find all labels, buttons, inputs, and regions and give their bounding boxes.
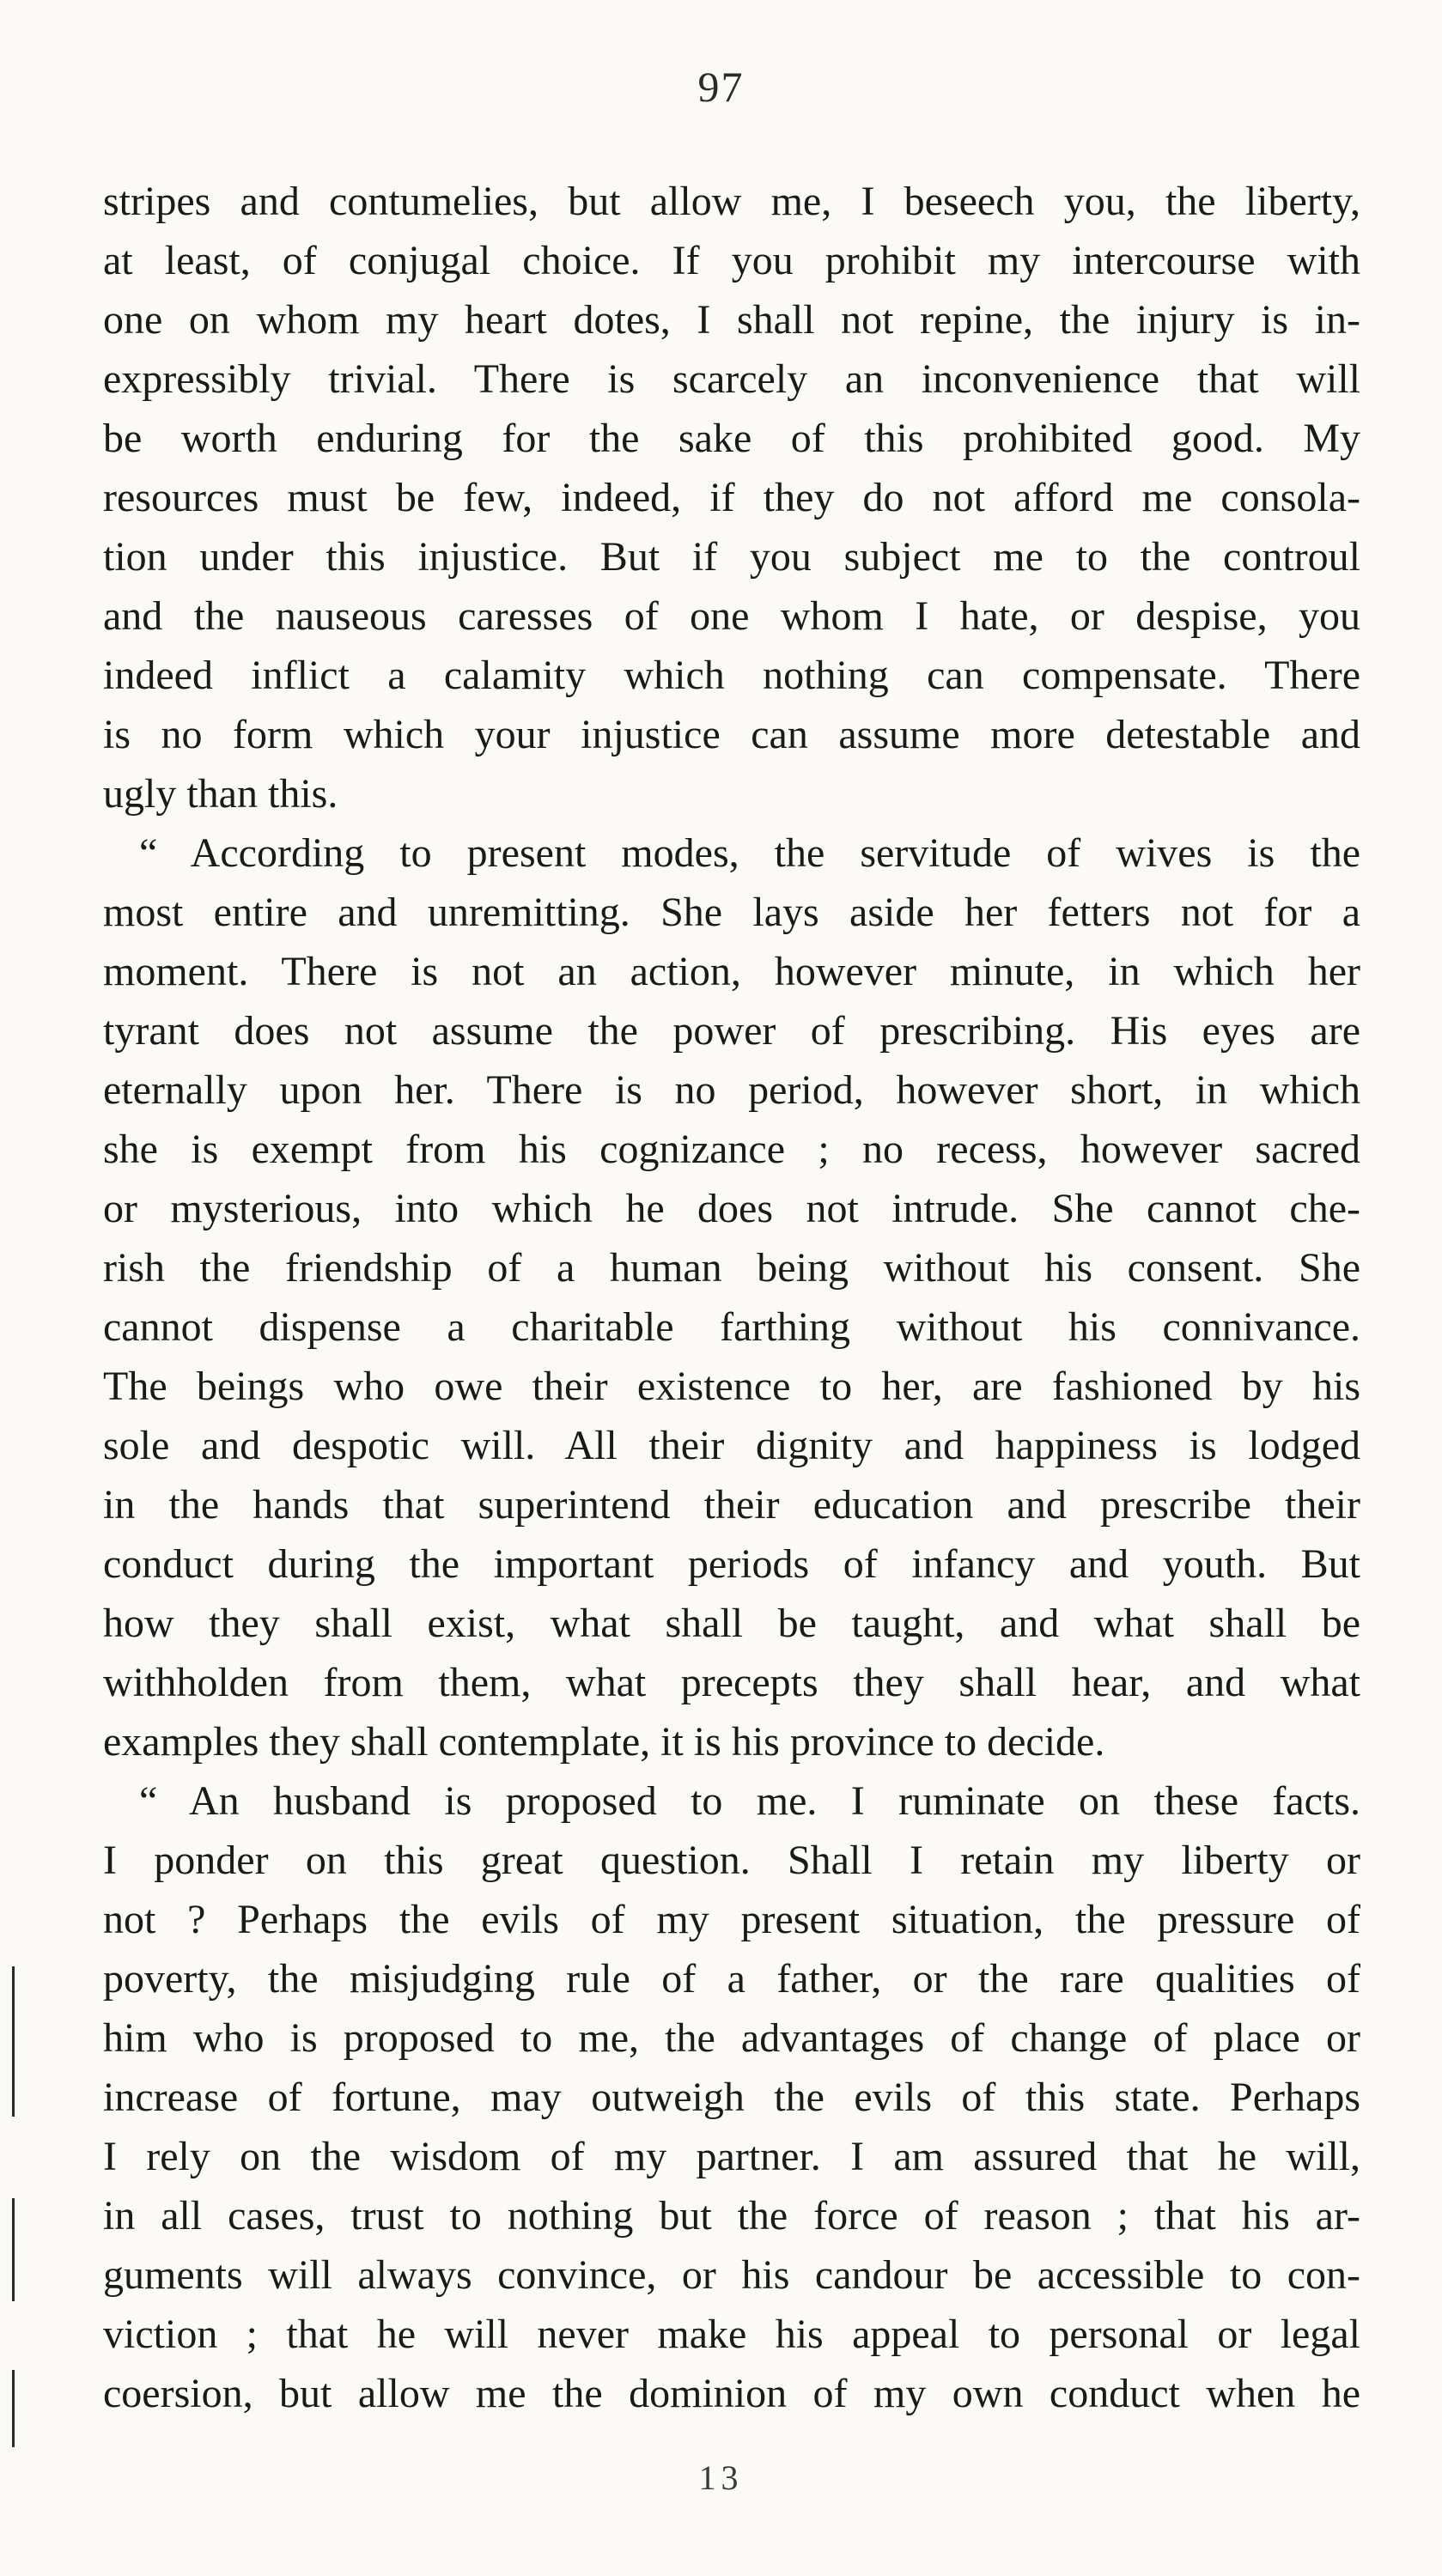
text-line: one on whom my heart dotes, I shall not repine, the injury is in- bbox=[103, 297, 1360, 343]
text-line: coersion, but allow me the dominion of my own conduct when he bbox=[103, 2371, 1360, 2416]
text-line: cannot dispense a charitable farthing without his connivance. bbox=[103, 1304, 1360, 1350]
text-line: ugly than this. bbox=[103, 771, 338, 817]
text-line: examples they shall contemplate, it is his province to decide. bbox=[103, 1719, 1105, 1765]
text-line: in the hands that superintend their education and prescribe their bbox=[103, 1482, 1360, 1528]
text-line: eternally upon her. There is no period, however short, in which bbox=[103, 1067, 1360, 1113]
text-line: “ An husband is proposed to me. I ruminate on these facts. bbox=[139, 1778, 1360, 1824]
text-line: guments will always convince, or his candour be accessible to con- bbox=[103, 2252, 1360, 2298]
text-line: in all cases, trust to nothing but the force of reason ; that his ar- bbox=[103, 2193, 1360, 2239]
text-line: indeed inflict a calamity which nothing can compensate. There bbox=[103, 653, 1360, 698]
text-line: viction ; that he will never make his appeal to personal or legal bbox=[103, 2312, 1360, 2357]
text-line: “ According to present modes, the servitude of wives is the bbox=[139, 830, 1360, 876]
text-line: The beings who owe their existence to her, are fashioned by his bbox=[103, 1364, 1360, 1409]
text-line: him who is proposed to me, the advantages of change of place or bbox=[103, 2015, 1360, 2061]
text-line: how they shall exist, what shall be taught, and what shall be bbox=[103, 1601, 1360, 1646]
text-line: tyrant does not assume the power of prescribing. His eyes are bbox=[103, 1008, 1360, 1054]
text-line: moment. There is not an action, however minute, in which her bbox=[103, 949, 1360, 994]
text-line: sole and despotic will. All their dignity and happiness is lodged bbox=[103, 1423, 1360, 1468]
text-line: I rely on the wisdom of my partner. I am assured that he will, bbox=[103, 2134, 1360, 2179]
margin-scan-mark bbox=[12, 2198, 15, 2301]
text-line: or mysterious, into which he does not intrude. She cannot che- bbox=[103, 1186, 1360, 1231]
text-line: resources must be few, indeed, if they do not afford me consola- bbox=[103, 475, 1360, 520]
text-line: I ponder on this great question. Shall I retain my liberty or bbox=[103, 1838, 1360, 1883]
margin-scan-mark bbox=[12, 2370, 15, 2447]
text-line: increase of fortune, may outweigh the evils of this state. Perhaps bbox=[103, 2075, 1360, 2120]
text-line: poverty, the misjudging rule of a father, or the rare qualities of bbox=[103, 1956, 1360, 2002]
text-line: most entire and unremitting. She lays aside her fetters not for a bbox=[103, 890, 1360, 935]
text-line: she is exempt from his cognizance ; no recess, however sacred bbox=[103, 1127, 1360, 1172]
text-line: be worth enduring for the sake of this prohibited good. My bbox=[103, 416, 1360, 461]
text-line: rish the friendship of a human being without his consent. She bbox=[103, 1245, 1360, 1291]
text-line: expressibly trivial. There is scarcely an inconvenience that will bbox=[103, 356, 1360, 402]
text-line: not ? Perhaps the evils of my present situation, the pressure of bbox=[103, 1897, 1360, 1942]
text-line: is no form which your injustice can assume more detestable and bbox=[103, 712, 1360, 757]
text-line: at least, of conjugal choice. If you prohibit my intercourse with bbox=[103, 238, 1360, 283]
text-line: withholden from them, what precepts they shall hear, and what bbox=[103, 1660, 1360, 1705]
body-text bbox=[103, 172, 1360, 2423]
text-line: stripes and contumelies, but allow me, I beseech you, the liberty, bbox=[103, 179, 1360, 224]
signature-mark: 13 bbox=[698, 2458, 744, 2497]
margin-scan-mark bbox=[12, 1966, 15, 2117]
text-line: tion under this injustice. But if you subject me to the controul bbox=[103, 534, 1360, 580]
text-line: and the nauseous caresses of one whom I hate, or despise, you bbox=[103, 593, 1360, 639]
text-line: conduct during the important periods of infancy and youth. But bbox=[103, 1541, 1360, 1587]
page-number: 97 bbox=[697, 63, 745, 111]
